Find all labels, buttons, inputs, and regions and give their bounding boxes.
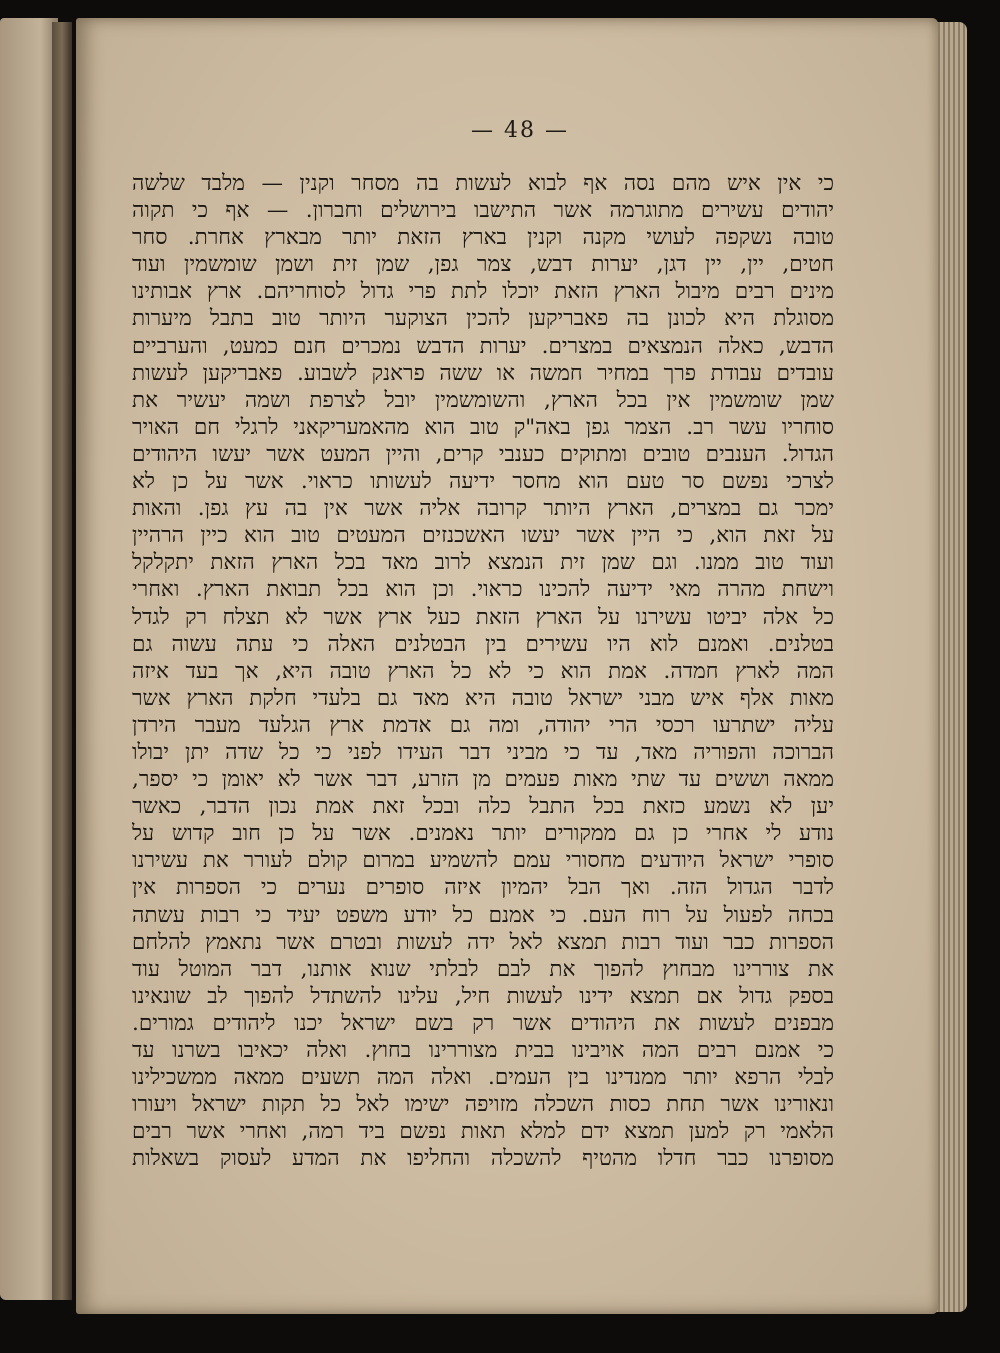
text-line: כי אין איש מהם נסה אף לבוא לעשות בה מסחר וקנין — מלבד שלשה	[132, 171, 834, 196]
text-line: לבלי הרפא יותר ממנדינו בין העמים. ואלה המה תשעים ממאה ממשכילינו	[132, 1065, 834, 1091]
text-line: שמן שומשמין אין בכל הארץ, והשומשמין יובל לצרפת ושמה יעשיר את	[132, 387, 834, 413]
text-line: מינים רבים מיבול הארץ הזאת יוכלו לתת פרי גדול לסוחריהם. ארץ אבותינו	[132, 279, 834, 305]
text-line: המה לארץ חמדה. אמת הוא כי לא כל הארץ טובה היא, אך בעד איזה	[132, 658, 834, 684]
text-line: לצרכי נפשם סר טעם הוא מחסר ידיעה לעשותו כראוי. אשר על כן לא	[132, 469, 834, 495]
text-line: הברוכה והפוריה מאד, עד כי מביני דבר העידו לפני כי כל שדה יתן יבולו	[132, 739, 834, 765]
text-line: יהודים עשירים מתוגרמה אשר התישבו בירושלים וחברון. — אף כי תקוה	[132, 198, 834, 224]
text-line: מסוגלת היא לכונן בה פאבריקען להכין הצוקער היותר טוב בתבל מיערות	[132, 306, 834, 332]
text-line: סופרי ישראל היודעים מחסורי עמם להשמיע במרום קולם לעורר את עשירנו	[132, 848, 834, 874]
book-gutter	[52, 22, 72, 1300]
text-line: בספק גדול אם תמצא ידינו לעשות חיל, עלינו להשתדל להפוך לב שונאינו	[132, 983, 834, 1009]
text-line: מאות אלף איש מבני ישראל טובה היא מאד גם בלעדי חלקת הארץ אשר	[132, 685, 834, 711]
text-line: את צוררינו מבחוץ להפוך את לבם לבלתי שנוא אותנו, דבר המוטל עוד	[132, 956, 834, 982]
text-line: הדבש, כאלה הנמצאים במצרים. יערות הדבש נמכרים חנם כמעט, והערביים	[132, 333, 834, 359]
text-line: מבפנים לעשות את היהודים אשר רק בשם ישראל יכנו ליהודים גמורים.	[132, 1010, 834, 1036]
text-line: עליה ישתרעו רכסי הרי יהודה, ומה גם אדמת ארץ הגלעד מעבר הירדן	[132, 712, 834, 738]
text-line: מסופרנו כבר חדלו מהטיף להשכלה והחליפו את המדע לעסוק בשאלות	[132, 1146, 834, 1172]
text-line: בטלנים. ואמנם לוא היו עשירים בין הבטלנים האלה כי עתה עשוה גם	[132, 631, 834, 657]
left-page-edge	[0, 18, 58, 1300]
text-line: נודע לי אחרי כן גם ממקורים יותר נאמנים. אשר על כן חוב קדוש על	[132, 821, 834, 847]
text-line: ועוד טוב ממנו. וגם שמן זית הנמצא לרוב מאד בכל הארץ הזאת יתקלקל	[132, 550, 834, 576]
text-line: וישחת מהרה מאי ידיעה להכינו כראוי. וכן הוא בכל תבואת הארץ. ואחרי	[132, 577, 834, 603]
text-line: כי אמנם רבים המה אויבינו בבית מצוררינו בחוץ. ואלה יכאיבו בשרנו עד	[132, 1038, 834, 1063]
text-line: הלאמי רק למען תמצא ידם למלא תאות נפשם ביד רמה, ואחרי אשר רבים	[132, 1119, 834, 1145]
text-line: ונאורינו אשר תחת כסות השכלה מזויפה ישימו לאל כל תקות ישראל ויעורו	[132, 1092, 834, 1118]
text-line: ממאה וששים עד שתי מאות פעמים מן הזרע, דבר אשר לא יאומן כי יספר,	[132, 767, 834, 793]
page-number: — 48 —	[471, 118, 569, 143]
text-line: יען לא נשמע כזאת בכל התבל כלה ובכל זאת אמת נכון הדבר, כאשר	[132, 794, 834, 820]
text-line: חטים, יין, יין דגן, יערות דבש, צמר גפן, שמן זית ושמן שומשמין ועוד	[132, 252, 834, 278]
text-line: בכחה לפעול על רוח העם. כי אמנם כל יודע משפט יעיד כי רבות עשתה	[132, 902, 834, 928]
text-line: ימכר גם במצרים, הארץ היותר קרובה אליה אשר אין בה עץ גפן. והאות	[132, 496, 834, 522]
text-line: כל אלה יביטו עשירנו על הארץ הזאת כעל ארץ אשר לא תצלח רק לגדל	[132, 604, 834, 630]
text-line: לדבר הגדול הזה. ואך הבל יהמיון איזה סופרים נערים כי הספרות אין	[132, 875, 834, 901]
text-line: הגדול. הענבים טובים ומתוקים כענבי קרים, והיין המעט אשר יעשו היהודים	[132, 441, 834, 467]
text-line: עובדים עבודת פרך במחיר חמשה או ששה פראנק לשבוע. פאבריקען לעשות	[132, 360, 834, 386]
text-line: טובה נשקפה לעושי מקנה וקנין בארץ הזאת יותר מבארץ אחרת. סחר	[132, 225, 834, 251]
text-line: על זאת הוא, כי היין אשר יעשו האשכנזים המעטים טוב הוא כיין הרהיין	[132, 523, 834, 549]
body-text	[132, 170, 834, 1172]
text-line: סוחריו עשר רב. הצמר גפן באה"ק טוב הוא מהאמעריקאני לרגלי חם האויר	[132, 414, 834, 440]
text-line: הספרות כבר ועוד רבות תמצא לאל ידה לעשות ובטרם אשר נתאמץ להלחם	[132, 929, 834, 955]
